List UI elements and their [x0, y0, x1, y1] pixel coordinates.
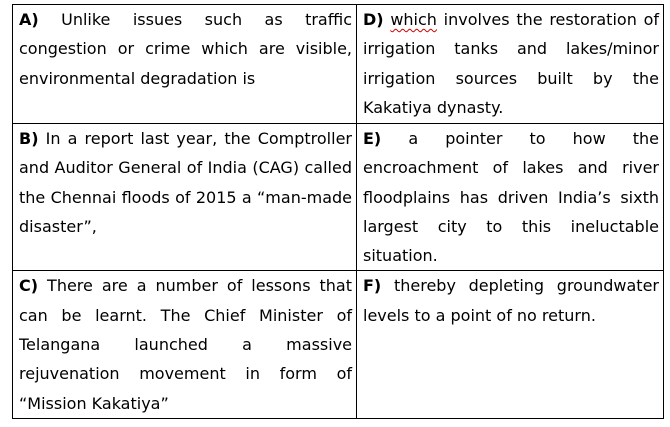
cell-c-label: C) [19, 276, 39, 296]
cell-a-label: A) [19, 10, 39, 29]
cell-a [13, 5, 357, 124]
cell-d-text: involves the restoration of irrigation tanks and lakes/minor irrigation sources built by the Kakatiya dynasty. [363, 10, 659, 117]
table-row [13, 5, 664, 124]
table-row [13, 124, 664, 271]
cell-b-text: In a report last year, the Comptroller and Auditor General of India (CAG) called the Chennai floods of 2015 a “man-made disaster”, [19, 129, 352, 236]
cell-d-label: D) [363, 10, 384, 29]
sentence-match-table [12, 4, 664, 419]
cell-b [13, 124, 357, 271]
cell-c-text: There are a number of lessons that can be learnt. The Chief Minister of Telangana launched a massive rejuvenation movement in form of “Mission Kakatiya” [19, 276, 352, 413]
cell-b-label: B) [19, 129, 39, 148]
cell-f-label: F) [363, 276, 382, 296]
cell-a-text: Unlike issues such as traffic congestion or crime which are visible, environmental degradation is [19, 10, 352, 88]
table-row [13, 271, 664, 419]
spellcheck-flagged-word: which [390, 10, 437, 29]
cell-d [357, 5, 664, 124]
cell-f-text: thereby depleting groundwater levels to a point of no return. [363, 276, 659, 325]
cell-e-label: E) [363, 129, 382, 148]
cell-f [357, 271, 664, 419]
cell-c [13, 271, 357, 419]
cell-e [357, 124, 664, 271]
cell-e-text: a pointer to how the encroachment of lakes and river floodplains has driven India’s sixth largest city to this ineluctable situation. [363, 129, 659, 266]
